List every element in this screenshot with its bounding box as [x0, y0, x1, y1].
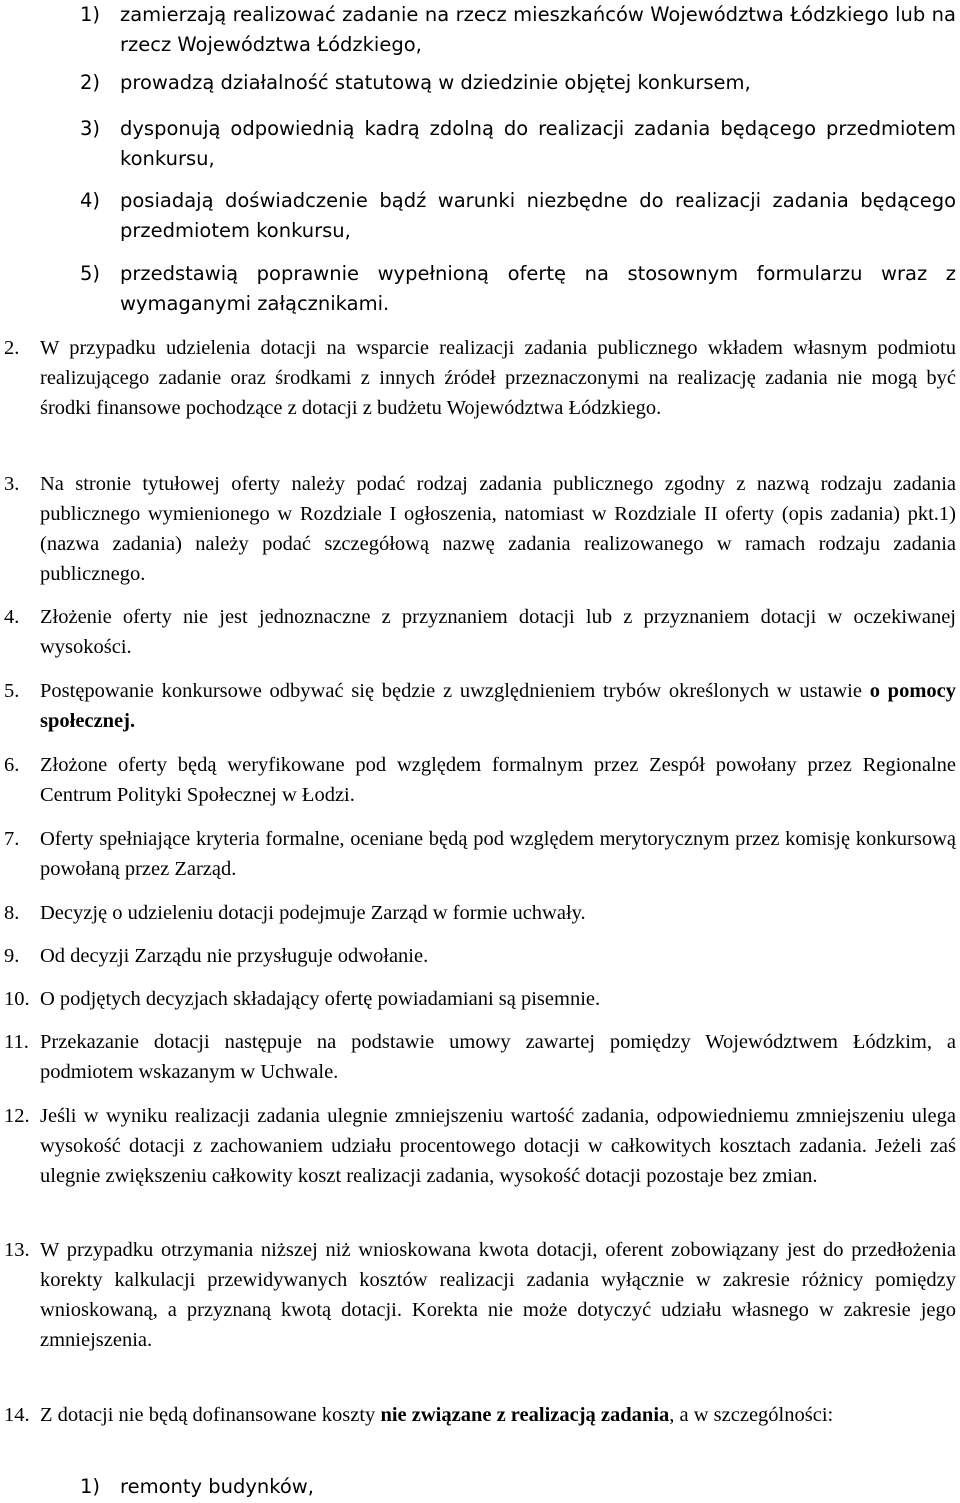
paragraph-8 [0, 898, 956, 928]
paragraph-text: Złożenie oferty nie jest jednoznaczne z przyznaniem dotacji lub z przyznaniem dotacji w oczekiwanej wysokości. [40, 606, 956, 658]
paragraph-4 [0, 602, 956, 662]
paragraph-11 [0, 1027, 956, 1087]
paragraph-2 [0, 333, 956, 423]
paragraph-text-bold: o pomocy społecznej. [40, 680, 956, 732]
paragraph-13 [0, 1235, 956, 1355]
paragraph-number: 14. [4, 1404, 30, 1426]
paragraph-text: Oferty spełniające kryteria formalne, oceniane będą pod względem merytorycznym przez komisję konkursową powołaną przez Zarząd. [40, 828, 956, 880]
paragraph-text: Złożone oferty będą weryfikowane pod względem formalnym przez Zespół powołany przez Regionalne Centrum Polityki Społecznej w Łodzi. [40, 754, 956, 806]
final-list-item-1 [80, 1472, 956, 1502]
list-item-1 [80, 0, 956, 60]
paragraph-6 [0, 750, 956, 810]
list-item-text: posiadają doświadczenie bądź warunki niezbędne do realizacji zadania będącego przedmiotem konkursu, [120, 189, 956, 242]
paragraph-text: Na stronie tytułowej oferty należy podać rodzaj zadania publicznego zgodny z nazwą rodzaju zadania publicznego wymienionego w Rozdziale I ogłoszenia, natomiast w Rozdziale II oferty (opis zadania) pkt.1) (nazwa zadania) należy podać szczegółową nazwę zadania realizowanego w ramach rodzaju zadania publicznego. [40, 473, 956, 585]
paragraph-text-main: Postępowanie konkursowe odbywać się będzie z uwzględnieniem trybów określonych w ustawie [40, 680, 870, 702]
paragraph-text: W przypadku otrzymania niższej niż wnioskowana kwota dotacji, oferent zobowiązany jest do przedłożenia korekty kalkulacji przewidywanych kosztów realizacji zadania wyłącznie w zakresie różnicy pomiędzy wnioskowaną, a przyznaną kwotą dotacji. Korekta nie może dotyczyć udziału własnego w zakresie jego zmniejszenia. [40, 1239, 956, 1351]
paragraph-5 [0, 676, 956, 736]
list-item-3 [80, 114, 956, 174]
list-item-2 [80, 68, 956, 98]
paragraph-number: 10. [4, 988, 30, 1010]
list-item-number: 5) [80, 262, 101, 285]
list-item-number: 2) [80, 71, 101, 94]
paragraph-number: 2. [4, 337, 20, 359]
paragraph-number: 8. [4, 902, 20, 924]
paragraph-number: 5. [4, 680, 20, 702]
paragraph-number: 13. [4, 1239, 30, 1261]
paragraph-10 [0, 984, 956, 1014]
paragraph-number: 11. [4, 1031, 29, 1053]
paragraph-text: Przekazanie dotacji następuje na podstawie umowy zawartej pomiędzy Województwem Łódzkim, a podmiotem wskazanym w Uchwale. [40, 1031, 956, 1083]
list-item-text: remonty budynków, [120, 1475, 314, 1498]
list-item-text: przedstawią poprawnie wypełnioną ofertę na stosownym formularzu wraz z wymaganymi załącznikami. [120, 262, 956, 315]
paragraph-number: 12. [4, 1105, 30, 1127]
paragraph-9 [0, 941, 956, 971]
list-item-number: 3) [80, 117, 101, 140]
paragraph-text: Jeśli w wyniku realizacji zadania ulegnie zmniejszeniu wartość zadania, odpowiedniemu zmniejszeniu ulega wysokość dotacji z zachowaniem udziału procentowego dotacji w całkowitych kosztach zadania. Jeżeli zaś ulegnie zwiększeniu całkowity koszt realizacji zadania, wysokość dotacji pozostaje bez zmian. [40, 1105, 956, 1187]
paragraph-text: Decyzję o udzieleniu dotacji podejmuje Zarząd w formie uchwały. [40, 902, 586, 924]
paragraph-number: 7. [4, 828, 20, 850]
list-item-text: dysponują odpowiednią kadrą zdolną do realizacji zadania będącego przedmiotem konkursu, [120, 117, 956, 170]
list-item-number: 4) [80, 189, 101, 212]
list-item-4 [80, 186, 956, 246]
paragraph-number: 9. [4, 945, 20, 967]
paragraph-12 [0, 1101, 956, 1191]
paragraph-text: O podjętych decyzjach składający ofertę powiadamiani są pisemnie. [40, 988, 601, 1010]
list-item-5 [80, 259, 956, 319]
list-item-text: prowadzą działalność statutową w dziedzinie objętej konkursem, [120, 71, 751, 94]
paragraph-text-tail: , a w szczególności: [669, 1404, 834, 1426]
paragraph-text [40, 1400, 956, 1430]
list-item-text: zamierzają realizować zadanie na rzecz mieszkańców Województwa Łódzkiego lub na rzecz Województwa Łódzkiego, [120, 3, 956, 56]
paragraph-text: W przypadku udzielenia dotacji na wsparcie realizacji zadania publicznego wkładem własnym podmiotu realizującego zadanie oraz środkami z innych źródeł przeznaczonymi na realizację zadania nie mogą być środki finansowe pochodzące z dotacji z budżetu Województwa Łódzkiego. [40, 337, 956, 419]
paragraph-3 [0, 469, 956, 589]
paragraph-number: 4. [4, 606, 20, 628]
paragraph-text-main: Z dotacji nie będą dofinansowane koszty [40, 1404, 381, 1426]
paragraph-number: 3. [4, 473, 20, 495]
paragraph-7 [0, 824, 956, 884]
paragraph-number: 6. [4, 754, 20, 776]
paragraph-text-bold: nie związane z realizacją zadania [380, 1404, 670, 1426]
list-item-number: 1) [80, 1475, 101, 1498]
list-item-number: 1) [80, 3, 101, 26]
paragraph-text [40, 676, 956, 736]
paragraph-text: Od decyzji Zarządu nie przysługuje odwołanie. [40, 945, 429, 967]
paragraph-14 [0, 1400, 956, 1430]
